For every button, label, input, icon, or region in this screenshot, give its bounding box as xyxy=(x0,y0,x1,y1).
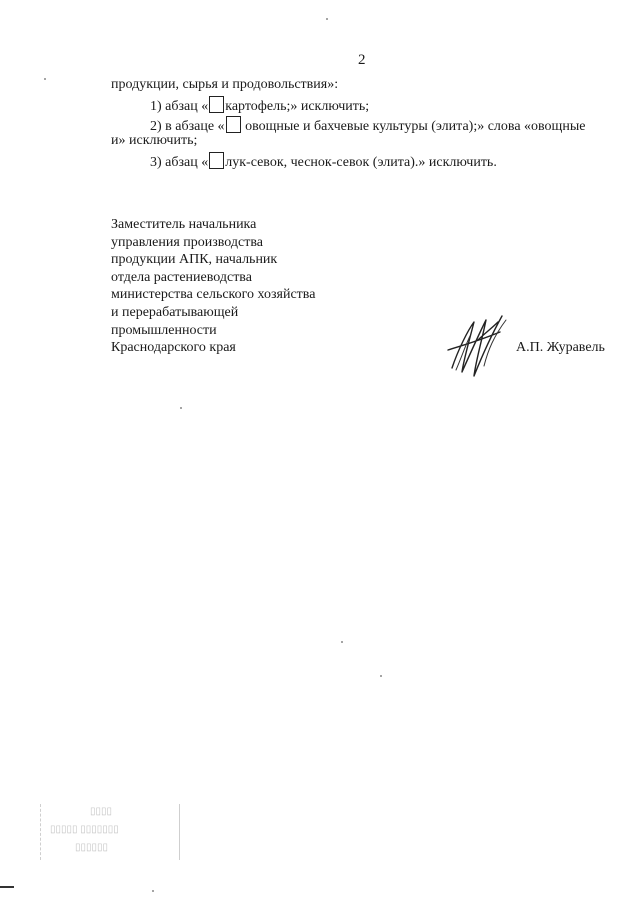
signer-name: А.П. Журавель xyxy=(516,340,605,355)
item-3-suffix: лук-севок, чеснок-севок (элита).» исключить. xyxy=(225,155,497,170)
item-2-suffix: овощные и бахчевые культуры (элита);» слова «овощные xyxy=(241,119,586,134)
scan-speck xyxy=(380,675,382,677)
signatory-title-block xyxy=(111,216,315,357)
signatory-title-line: отдела растениеводства xyxy=(111,269,252,285)
item-3 xyxy=(150,152,497,172)
signatory-title-line: Заместитель начальника xyxy=(111,217,257,232)
scan-speck xyxy=(180,407,182,409)
stamp-line: ▯▯▯▯ xyxy=(90,806,113,817)
body-line-1: продукции, сырья и продовольствия»: xyxy=(111,77,339,92)
checkbox-square-icon xyxy=(209,96,224,113)
signatory-title-line: управления производства xyxy=(111,234,263,250)
signatory-title-line: и перерабатывающей xyxy=(111,304,239,320)
handwritten-signature xyxy=(440,310,520,380)
faded-registration-stamp xyxy=(30,798,180,864)
scan-speck xyxy=(341,641,343,643)
item-2-prefix: 2) в абзаце « xyxy=(150,119,225,134)
item-2 xyxy=(150,116,585,136)
item-3-prefix: 3) абзац « xyxy=(150,155,209,170)
signatory-title-line: промышленности xyxy=(111,322,217,338)
item-2-continuation: и» исключить; xyxy=(111,133,198,148)
scan-speck xyxy=(44,78,46,80)
item-1 xyxy=(150,96,369,116)
signatory-title-line: продукции АПК, начальник xyxy=(111,252,278,268)
stamp-line: ▯▯▯▯▯ ▯▯▯▯▯▯▯ xyxy=(50,824,119,835)
scan-speck xyxy=(326,18,328,20)
item-1-suffix: картофель;» исключить; xyxy=(225,99,370,114)
scan-speck xyxy=(152,890,154,892)
checkbox-square-icon xyxy=(209,152,224,169)
signatory-title-line: Краснодарского края xyxy=(111,340,236,356)
page-number: 2 xyxy=(358,52,366,68)
signatory-title-line: министерства сельского хозяйства xyxy=(111,287,316,303)
checkbox-square-icon xyxy=(226,116,241,133)
edge-mark xyxy=(0,886,14,888)
item-1-prefix: 1) абзац « xyxy=(150,99,209,114)
stamp-line: ▯▯▯▯▯▯ xyxy=(75,842,109,853)
